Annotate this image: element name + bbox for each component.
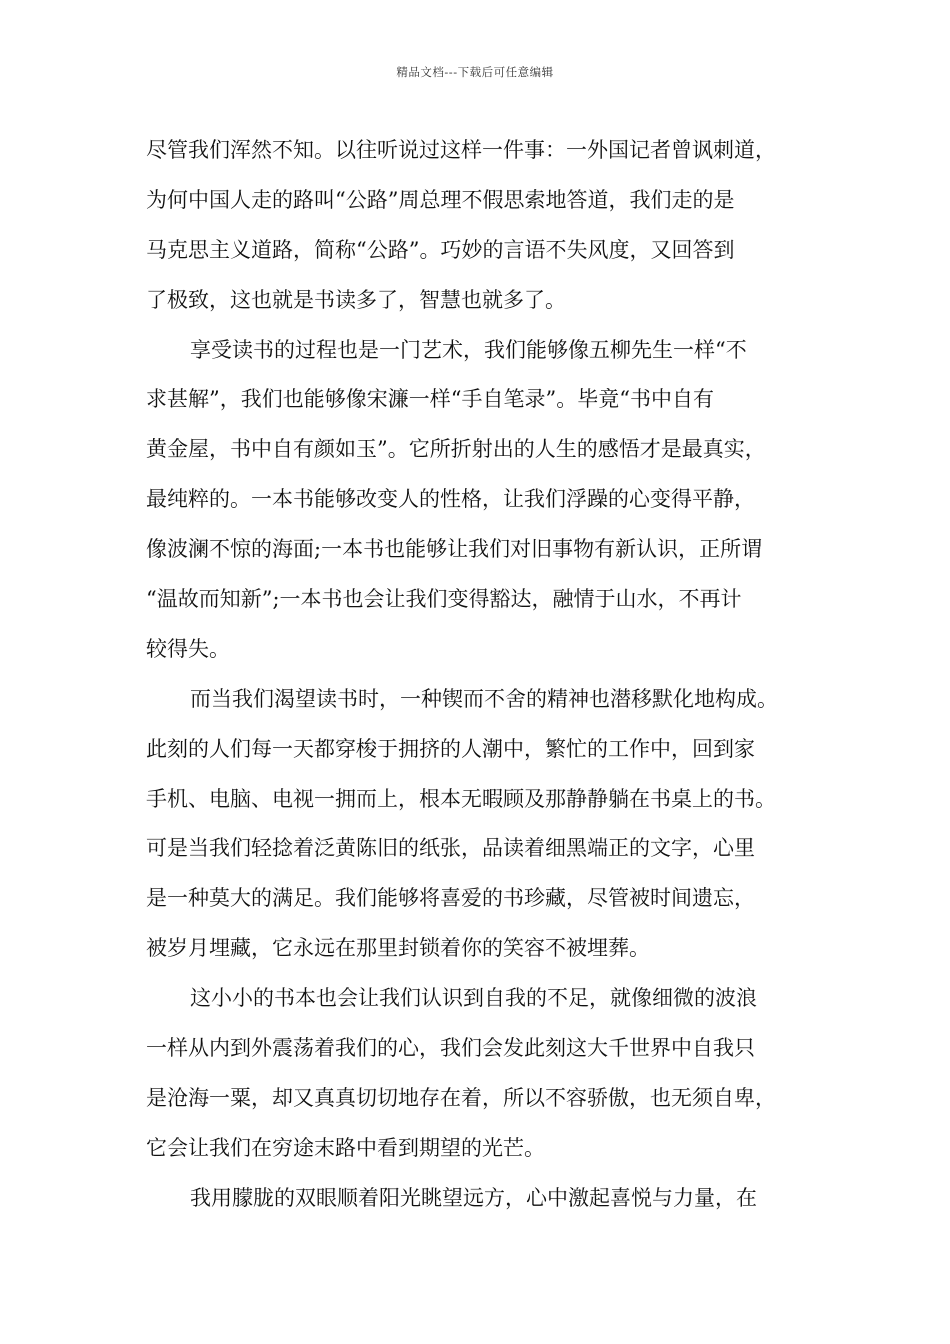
paragraph-start-line: 这小小的书本也会让我们认识到自我的不足，就像细微的波浪 (190, 986, 757, 1011)
text-line: 尽管我们浑然不知。以往听说过这样一件事：一外国记者曾讽刺道， (146, 138, 776, 162)
text-line: 此刻的人们每一天都穿梭于拥挤的人潮中，繁忙的工作中，回到家 (146, 736, 755, 761)
text-line: “温故而知新”;一本书也会让我们变得豁达，融情于山水，不再计 (146, 587, 742, 612)
paragraph-start-line: 我用朦胧的双眼顺着阳光眺望远方，心中激起喜悦与力量，在 (190, 1185, 757, 1210)
paragraph-start-line: 享受读书的过程也是一门艺术，我们能够像五柳先生一样“不 (190, 337, 747, 362)
text-line: 求甚解”，我们也能够像宋濂一样“手自笔录”。毕竟“书中自有 (146, 387, 714, 412)
text-line: 被岁月埋藏，它永远在那里封锁着你的笑容不被埋葬。 (146, 936, 650, 961)
text-line: 为何中国人走的路叫“公路”周总理不假思索地答道，我们走的是 (146, 187, 735, 212)
text-line: 是沧海一粟，却又真真切切地存在着，所以不容骄傲，也无须自卑， (146, 1085, 776, 1110)
text-line: 是一种莫大的满足。我们能够将喜爱的书珍藏，尽管被时间遗忘， (146, 886, 755, 911)
text-line: 马克思主义道路，简称“公路”。巧妙的言语不失风度，又回答到 (146, 237, 735, 262)
text-line: 像波澜不惊的海面;一本书也能够让我们对旧事物有新认识，正所谓 (146, 537, 763, 562)
text-line: 手机、电脑、电视一拥而上，根本无暇顾及那静静躺在书桌上的书。 (146, 786, 776, 811)
text-line: 它会让我们在穷途末路中看到期望的光芒。 (146, 1135, 545, 1160)
text-line: 了极致，这也就是书读多了，智慧也就多了。 (146, 287, 566, 312)
text-line: 最纯粹的。一本书能够改变人的性格，让我们浮躁的心变得平静， (146, 487, 755, 512)
page-header: 精品文档---下载后可任意编辑 (396, 65, 554, 79)
text-line: 黄金屋，书中自有颜如玉”。它所折射出的人生的感悟才是最真实， (146, 437, 766, 462)
text-line: 可是当我们轻捻着泛黄陈旧的纸张，品读着细黑端正的文字，心里 (146, 836, 755, 861)
text-line: 一样从内到外震荡着我们的心，我们会发此刻这大千世界中自我只 (146, 1036, 755, 1061)
text-line: 较得失。 (146, 636, 230, 661)
paragraph-start-line: 而当我们渴望读书时，一种锲而不舍的精神也潜移默化地构成。 (190, 686, 778, 711)
document-body (146, 126, 826, 1224)
